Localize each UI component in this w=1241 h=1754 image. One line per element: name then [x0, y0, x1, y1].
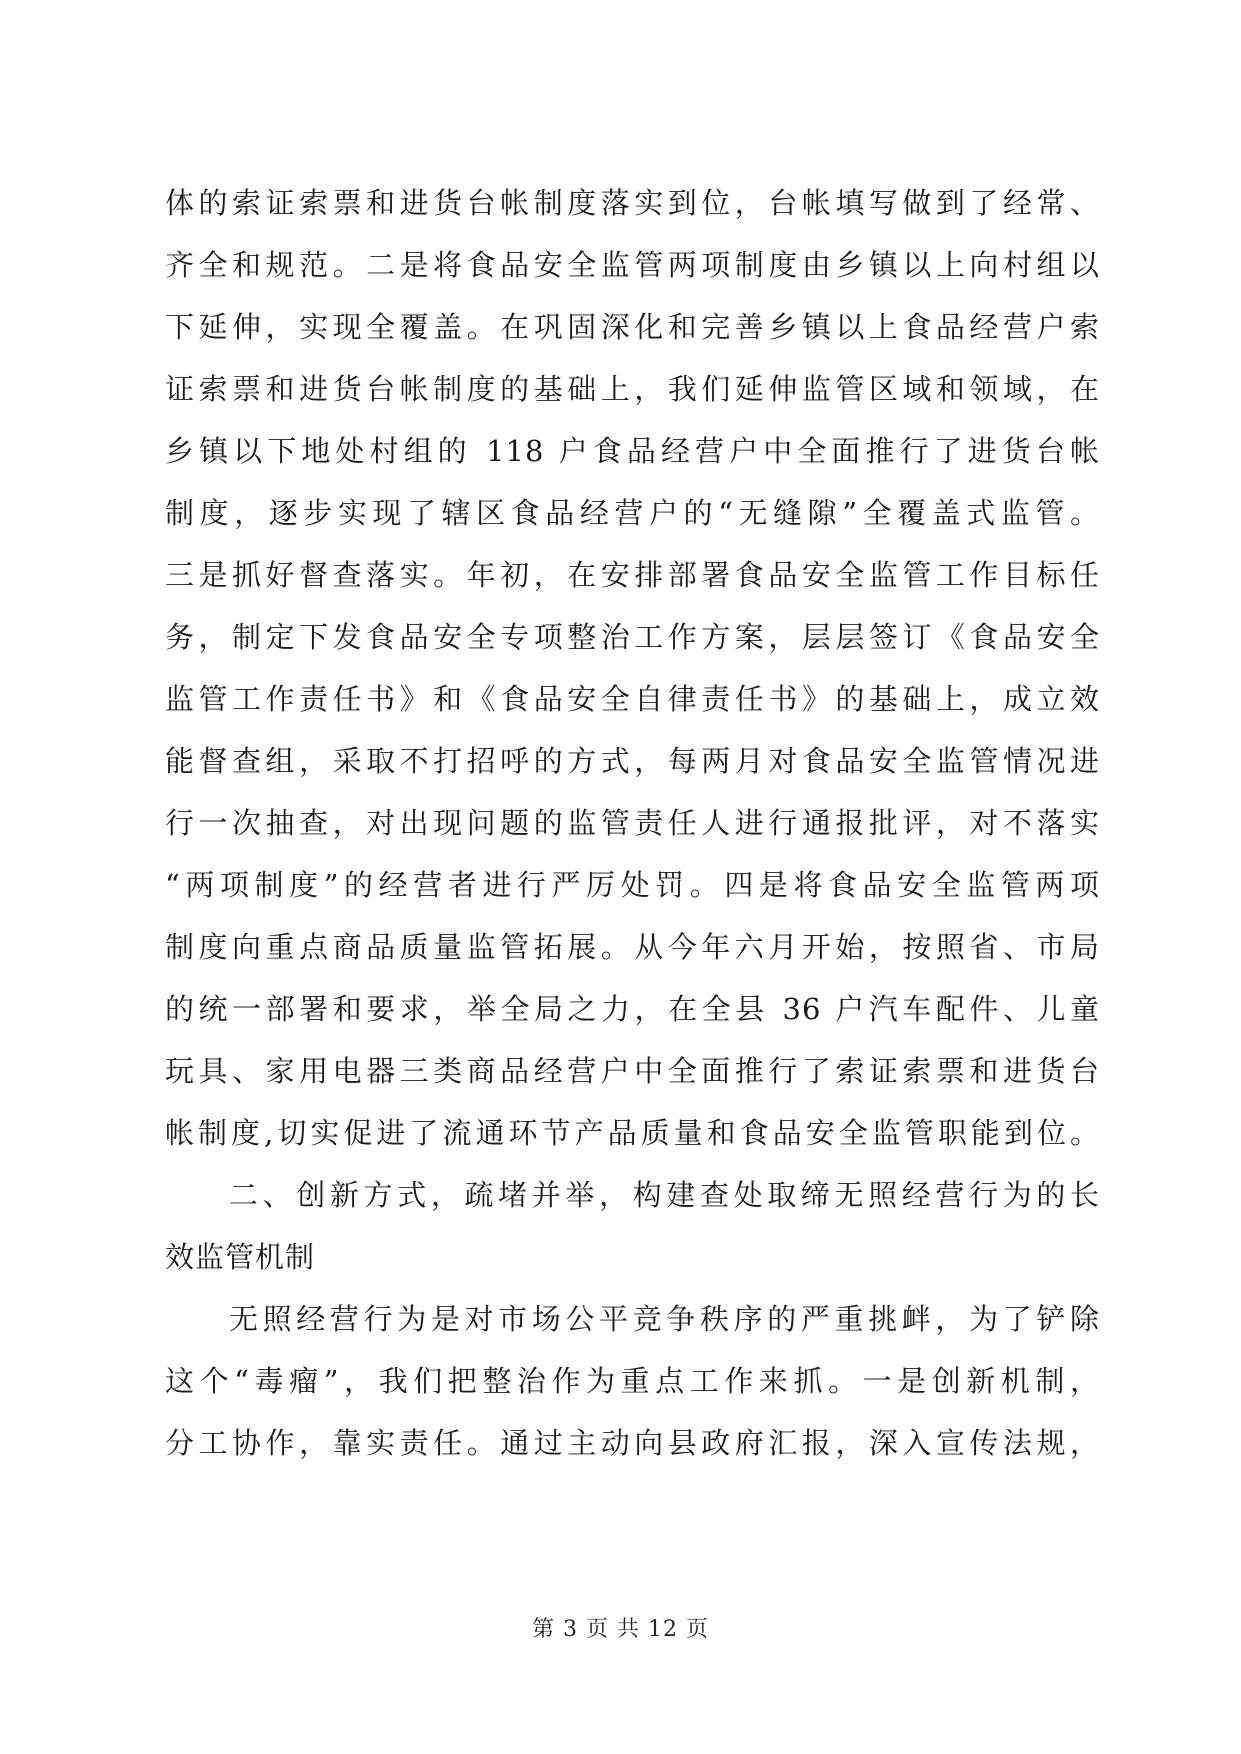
- text-line: 乡镇以下地处村组的 118 户食品经营户中全面推行了进货台帐: [165, 434, 1100, 468]
- text-line: 玩具、家用电器三类商品经营户中全面推行了索证索票和进货台: [165, 1054, 1100, 1088]
- text-line: 帐制度,切实促进了流通环节产品质量和食品安全监管职能到位。: [165, 1116, 1100, 1150]
- text-line: 这个“毒瘤”，我们把整治作为重点工作来抓。一是创新机制，: [165, 1364, 1100, 1398]
- text-line: 体的索证索票和进货台帐制度落实到位，台帐填写做到了经常、: [165, 186, 1100, 220]
- text-line: 的统一部署和要求，举全局之力，在全县 36 户汽车配件、儿童: [165, 992, 1100, 1026]
- text-line: 行一次抽查，对出现问题的监管责任人进行通报批评，对不落实: [165, 806, 1100, 840]
- section-heading-line: 效监管机制: [165, 1240, 316, 1274]
- text-line: 分工协作，靠实责任。通过主动向县政府汇报，深入宣传法规，: [165, 1426, 1100, 1460]
- text-line: 齐全和规范。二是将食品安全监管两项制度由乡镇以上向村组以: [165, 248, 1100, 282]
- page-footer: 第 3 页 共 12 页: [532, 1617, 709, 1642]
- text-line: 监管工作责任书》和《食品安全自律责任书》的基础上，成立效: [165, 682, 1100, 716]
- text-line: 制度向重点商品质量监管拓展。从今年六月开始，按照省、市局: [165, 930, 1100, 964]
- text-line: 制度，逐步实现了辖区食品经营户的“无缝隙”全覆盖式监管。: [165, 496, 1100, 530]
- text-line: 证索票和进货台帐制度的基础上，我们延伸监管区域和领域，在: [165, 372, 1100, 406]
- section-heading-line: 二、创新方式，疏堵并举，构建查处取缔无照经营行为的长: [229, 1178, 1100, 1212]
- text-line: 下延伸，实现全覆盖。在巩固深化和完善乡镇以上食品经营户索: [165, 310, 1100, 344]
- text-line: 能督查组，采取不打招呼的方式，每两月对食品安全监管情况进: [165, 744, 1100, 778]
- text-line: “两项制度”的经营者进行严厉处罚。四是将食品安全监管两项: [165, 868, 1100, 902]
- text-line: 无照经营行为是对市场公平竞争秩序的严重挑衅，为了铲除: [229, 1302, 1100, 1336]
- body-text: [165, 172, 1100, 1474]
- text-line: 三是抓好督查落实。年初，在安排部署食品安全监管工作目标任: [165, 558, 1100, 592]
- text-line: 务，制定下发食品安全专项整治工作方案，层层签订《食品安全: [165, 620, 1100, 654]
